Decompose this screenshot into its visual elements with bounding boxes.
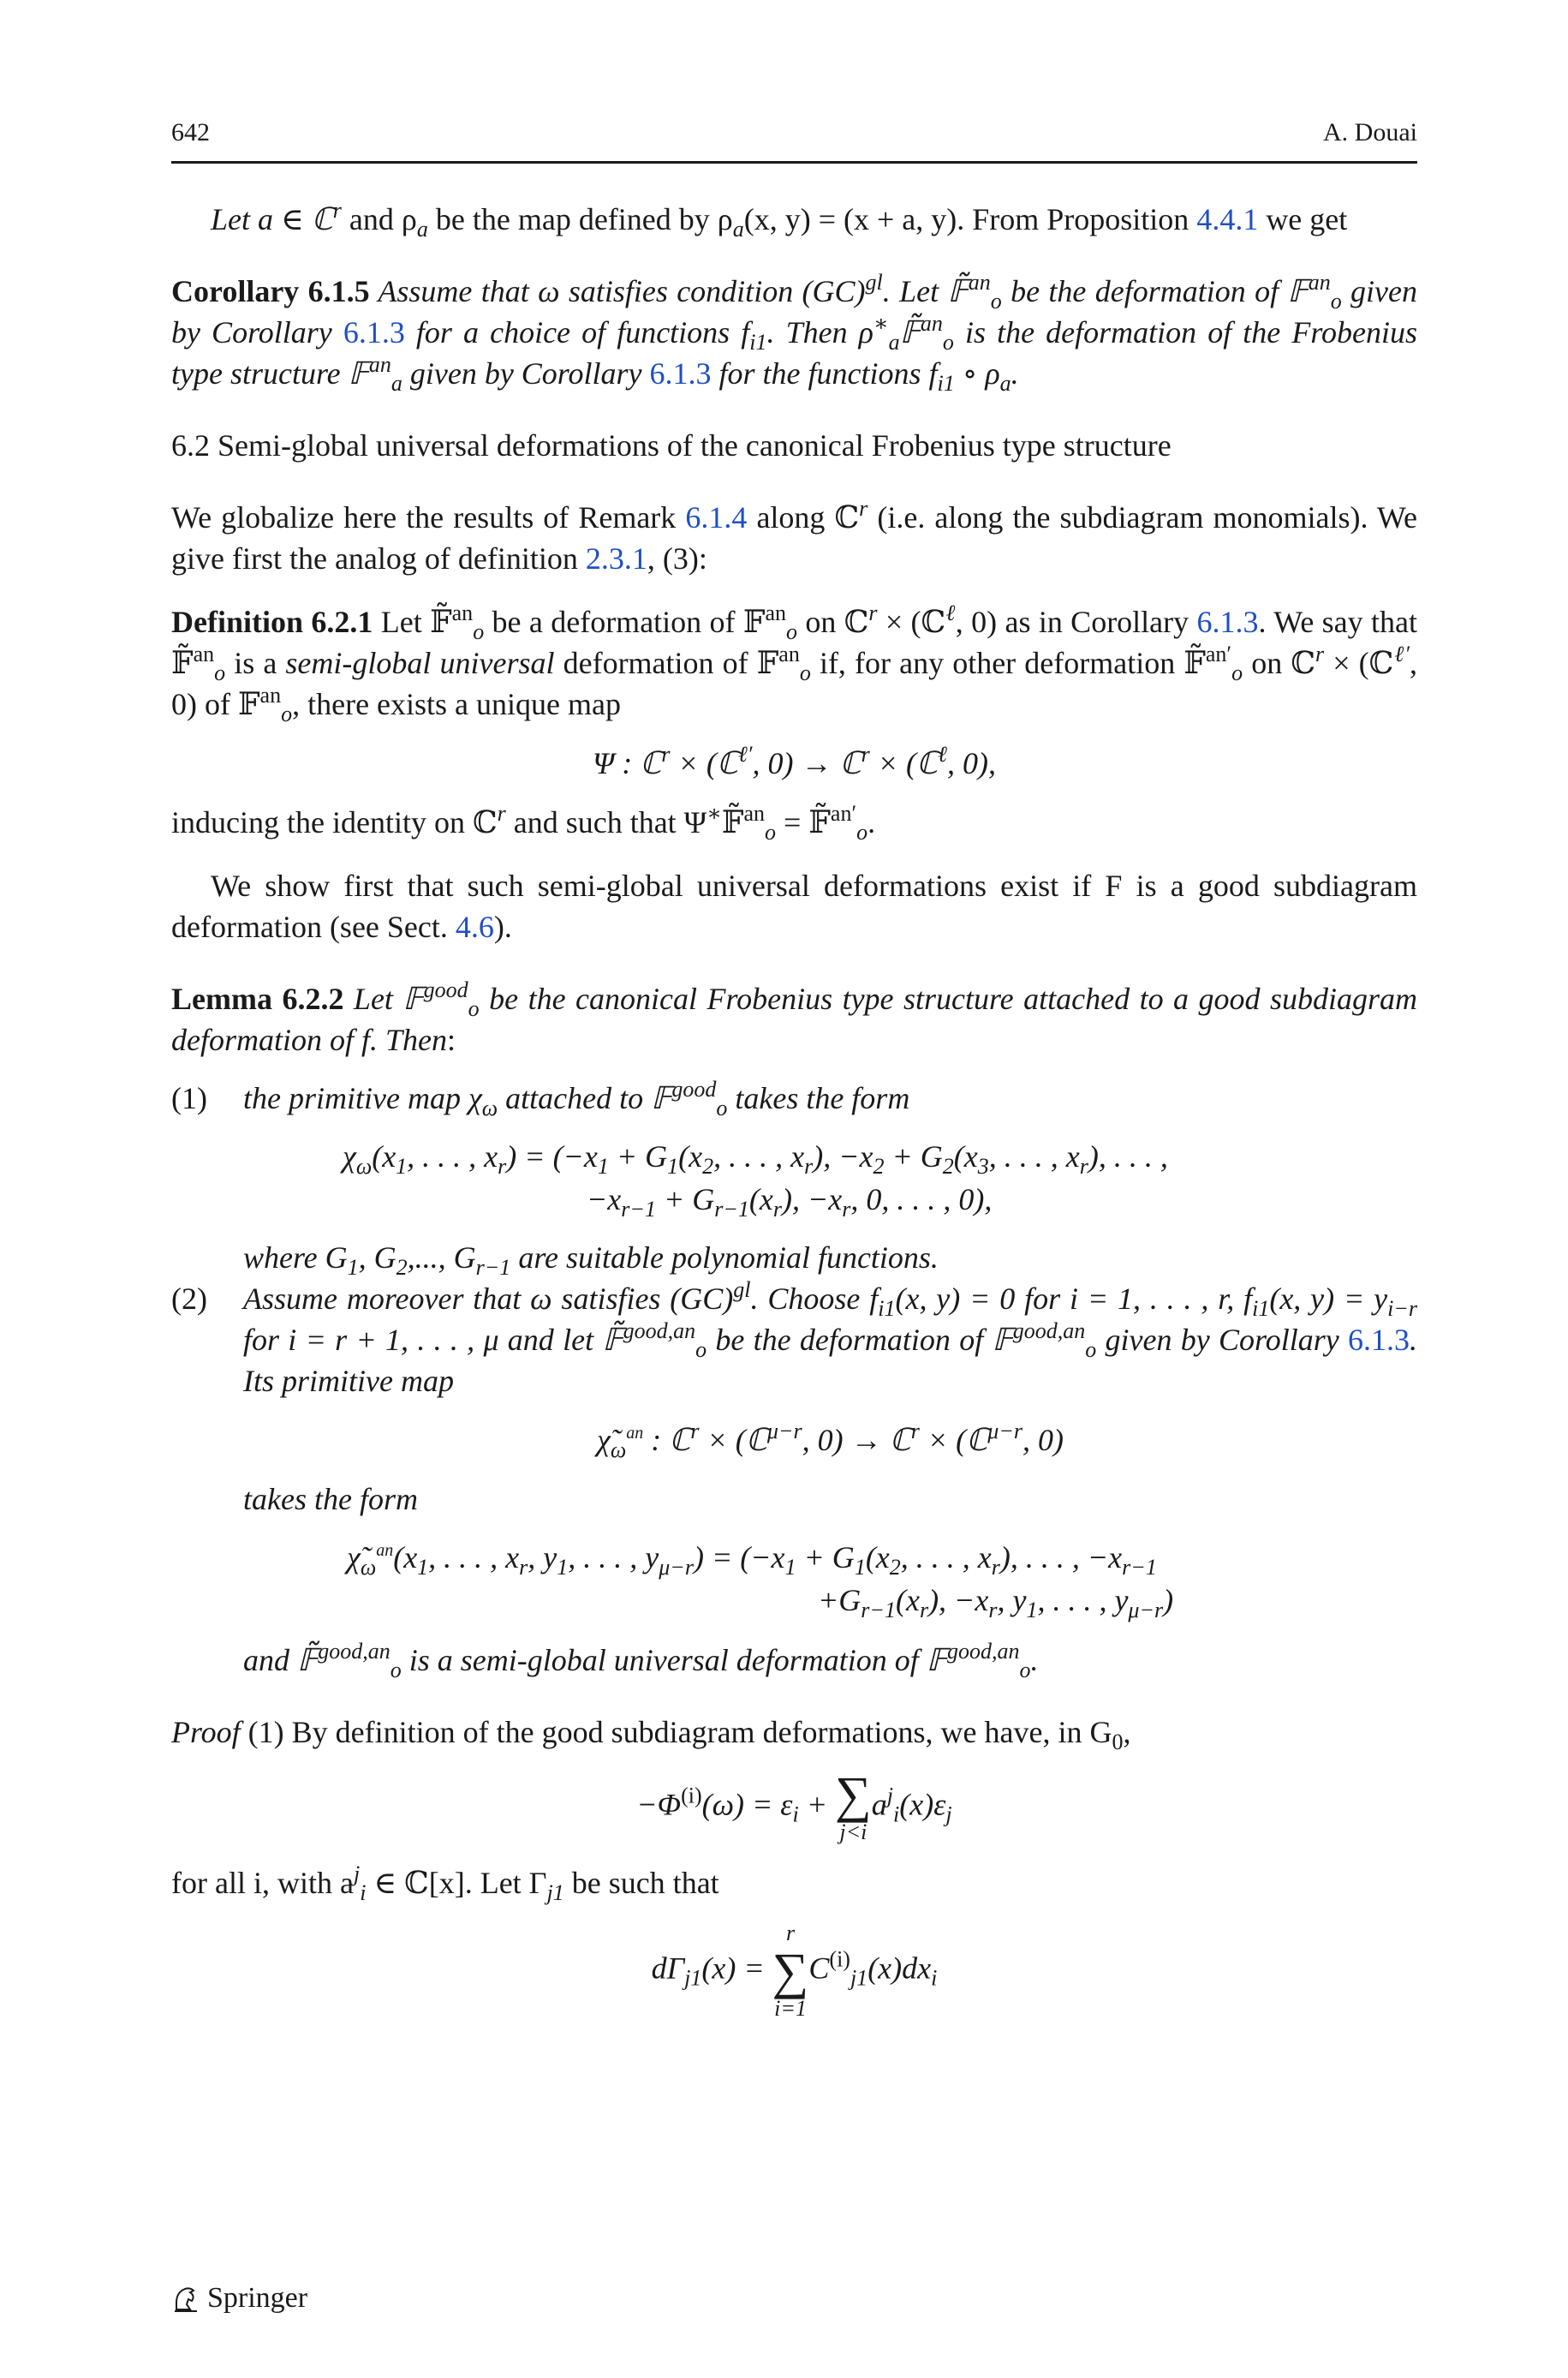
page-number: 642 [171,118,210,146]
proof: Proof (1) By definition of the good subdiagram deformations, we have, in $G_0$, [171,1715,1131,1754]
definition-label: Definition 6.2.1 [171,605,373,639]
section-heading: 6.2 Semi-global universal deformations of the canonical Frobenius type structure [171,428,1172,463]
running-author: A. Douai [1323,118,1417,146]
link-proposition[interactable]: 4.4.1 [1196,202,1259,236]
paragraph-show-first: We show first that such semi-global universal deformations exist if F is a good subdiagram deformation (see Sect. 4.6). [171,869,1417,944]
link-corollary-6-1-3d[interactable]: 6.1.3 [1348,1323,1410,1357]
lemma-label: Lemma 6.2.2 [171,982,344,1016]
lemma-item-2-conclusion: and 𝔽̃$^{good,an}_o$ is a semi-global universal deformation of 𝔽$^{good,an}_o$. [243,1639,1039,1682]
link-corollary-6-1-3[interactable]: 6.1.3 [343,315,405,350]
paragraph-inducing: inducing the identity on ℂ$^r$ and such that Ψ∗𝔽̃$^{an}_o$ = 𝔽̃$^{an'}_o$. [171,801,876,845]
equation-dgamma: $d\Gamma_{j1}(x)$ = r ∑ i=1 $C^{(i)}_{j1}(x)dx_i$ [651,1921,938,2021]
corollary-label: Corollary 6.1.5 [171,274,370,308]
paragraph-intro: Let a ∈ ℂ$^r$ and $\rho_a$ be the map defined by $\rho_a(x$, y) = (x + a, y). From Proposition 4.4.1 we get [211,198,1348,242]
link-corollary-6-1-3c[interactable]: 6.1.3 [1196,605,1259,639]
lemma-6-2-2: Lemma 6.2.2 Let 𝔽$^{good}_o$ be the canonical Frobenius type structure attached to a good subdiagram deformation of f. Then: [171,977,1418,1057]
link-corollary-6-1-3b[interactable]: 6.1.3 [649,356,712,391]
springer-horse-icon [171,2284,200,2313]
body [171,199,1417,2022]
lemma-item-2-takes: takes the form [243,1482,418,1516]
equation-chi: $\chi_\omega(x_1$, . . . , $x_r) = (-x_1 + G_1(x_2$, . . . , $x_r$), $-x_2 + G_2(x_3$, . . . , $x_r$), . . . , $-x_{r-1} + G_{r-1}(x_r)$, $-x_r$, 0, . . . , 0), [343,1139,1168,1222]
publisher-name: Springer [207,2282,308,2314]
link-remark-6-1-4[interactable]: 6.1.4 [685,500,748,535]
header-rule [171,161,1417,164]
paragraph-globalize: We globalize here the results of Remark 6.1.4 along ℂ$^r$ (i.e. along the subdiagram monomials). We give first the analog of definition 2.3.1, (3): [171,496,1417,576]
page [171,0,1417,2378]
running-header [171,118,1417,158]
link-section-4-6[interactable]: 4.6 [455,910,494,944]
lemma-item-1-where: where $G_1$, $G_2$,..., $G_{r-1}$ are suitable polynomial functions. [243,1240,939,1280]
link-definition-2-3-1[interactable]: 2.3.1 [585,541,647,576]
equation-phi: $-\Phi^{(i)}(\omega) = \varepsilon_i$ + ∑ j<i $a^j_i(x)\varepsilon_j$ [636,1766,952,1844]
definition-6-2-1: Definition 6.2.1 Let 𝔽̃$^{an}_o$ be a deformation of 𝔽$^{an}_o$ on ℂ$^r$ × (ℂ$^\ell$, 0) as in Corollary 6.1.3. We say that 𝔽̃$^{an}_o$ is a semi-global universal deformation of 𝔽$^{an}_o$ if, for any other deformation 𝔽̃$^{an'}_o$ on ℂ$^r$ × (ℂ$^{\ell'}$, 0) of 𝔽$^{an}_o$, there exists a unique map [171,600,1417,726]
proof-label: Proof [171,1715,241,1749]
lemma-item-2: (2) Assume moreover that ω satisfies (GC)$^{gl}$. Choose $f_{i1}(x$, y) = 0 for i = 1, . . . , r, $f_{i1}(x$, $y) = y_{i-r}$ for i = r + 1, . . . , μ and let 𝔽̃$^{good,an}_o$ be the deformation of 𝔽$^{good,an}_o$ given by Corollary 6.1.3. Its primitive map [171,1277,1417,1398]
corollary-6-1-5: Corollary 6.1.5 Assume that ω satisfies condition (GC)$^{gl}$. Let 𝔽̃$^{an}_o$ be the deformation of 𝔽$^{an}_o$ given by Corollary 6.1.3 for a choice of functions $f_{i1}$. Then $\rho^∗_a𝔽̃^{an}_o$ is the deformation of the Frobenius type structure 𝔽$^{an}_a$ given by Corollary 6.1.3 for the functions $f_{i1}$ ∘ $\rho_a$. [171,270,1418,396]
equation-chi-tilde-map: $\chĩ_\omega^{an}$ : ℂ$^r$ × (ℂ$^{\mu-r}$, 0) → ℂ$^r$ × (ℂ$^{\mu-r}$, 0) [597,1419,1064,1462]
equation-chi-tilde-form: $\chĩ_\omega^{an}(x_1$, . . . , $x_r$, $y_1$, . . . , $y_{\mu-r}) = (-x_1 + G_1(x_2$, . . . , $x_r$), . . . , $-x_{r-1}$ $+G_{r-1}(x_r)$, $-x_r$, $y_1$, . . . , $y_{\mu-r}$) [347,1540,1174,1622]
lemma-item-1: (1) the primitive map $\chi_\omega$ attached to 𝔽$^{good}_o$ takes the form [171,1077,910,1120]
equation-psi: Ψ : ℂ$^r$ × (ℂ$^{\ell'}$, 0) → ℂ$^r$ × (ℂ$^\ell$, 0), [592,742,997,780]
footer [171,2282,307,2315]
paragraph-forall: for all i, with $a^j_i$ ∈ ℂ[x]. Let $\Gamma_{j1}$ be such that [171,1861,719,1905]
